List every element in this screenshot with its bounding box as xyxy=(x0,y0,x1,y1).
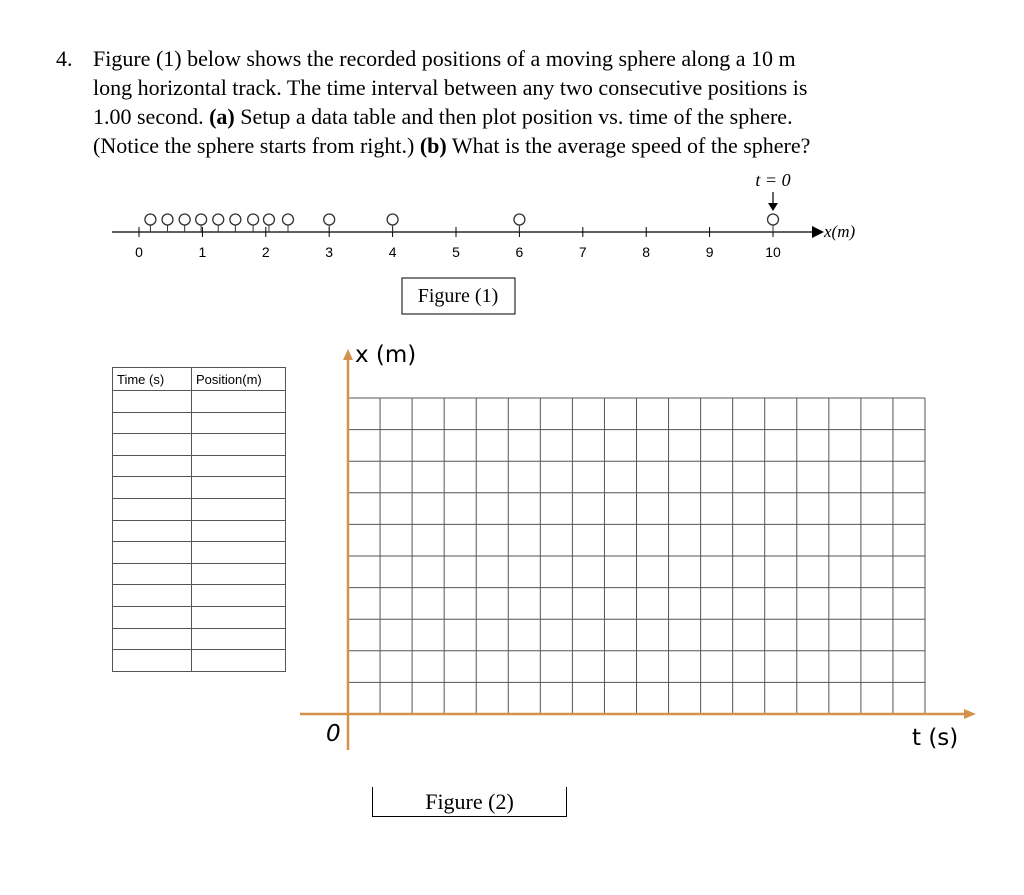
table-row xyxy=(113,477,286,499)
part-a-label: (a) xyxy=(209,104,235,129)
position-cell[interactable] xyxy=(192,650,286,672)
tick-label: 3 xyxy=(325,244,334,260)
time-cell[interactable] xyxy=(113,520,192,542)
table-row xyxy=(113,542,286,564)
position-cell[interactable] xyxy=(192,520,286,542)
position-header: Position(m) xyxy=(192,368,286,391)
position-cell[interactable] xyxy=(192,455,286,477)
sphere-marker xyxy=(387,214,398,232)
position-cell[interactable] xyxy=(192,391,286,413)
tick-label: 7 xyxy=(578,244,587,260)
time-cell[interactable] xyxy=(113,455,192,477)
tick-label: 2 xyxy=(261,244,270,260)
position-cell[interactable] xyxy=(192,585,286,607)
origin-label: 0 xyxy=(326,721,341,747)
position-cell[interactable] xyxy=(192,563,286,585)
tick-label: 6 xyxy=(515,244,524,260)
table-row xyxy=(113,455,286,477)
position-cell[interactable] xyxy=(192,606,286,628)
start-arrow-icon xyxy=(768,203,778,211)
time-cell[interactable] xyxy=(113,542,192,564)
graph-grid xyxy=(348,398,925,714)
figure2-caption: Figure (2) xyxy=(372,787,567,817)
position-cell[interactable] xyxy=(192,542,286,564)
time-cell[interactable] xyxy=(113,563,192,585)
tick-label: 9 xyxy=(705,244,714,260)
start-time-label: t = 0 xyxy=(755,170,791,190)
time-cell[interactable] xyxy=(113,477,192,499)
sphere-marker xyxy=(248,214,259,232)
track-spheres xyxy=(145,214,779,232)
data-table[interactable] xyxy=(112,367,286,672)
part-b-label: (b) xyxy=(419,133,447,158)
time-cell[interactable] xyxy=(113,606,192,628)
question-number: 4. xyxy=(56,46,73,71)
time-cell[interactable] xyxy=(113,498,192,520)
tick-label: 8 xyxy=(642,244,651,260)
time-cell[interactable] xyxy=(113,628,192,650)
sphere-marker xyxy=(514,214,525,232)
figure1-track xyxy=(112,170,855,260)
table-row xyxy=(113,628,286,650)
y-axis-label: x (m) xyxy=(355,342,417,368)
position-cell[interactable] xyxy=(192,412,286,434)
sphere-marker xyxy=(145,214,156,232)
time-cell[interactable] xyxy=(113,391,192,413)
x-axis-arrow-icon xyxy=(964,709,976,719)
table-header-row xyxy=(113,368,286,391)
time-cell[interactable] xyxy=(113,650,192,672)
position-cell[interactable] xyxy=(192,498,286,520)
x-axis-label: t (s) xyxy=(912,725,959,751)
position-cell[interactable] xyxy=(192,434,286,456)
time-cell[interactable] xyxy=(113,434,192,456)
time-header: Time (s) xyxy=(113,368,192,391)
y-axis-arrow-icon xyxy=(343,349,353,360)
tick-label: 5 xyxy=(452,244,460,260)
question-line-4: (Notice the sphere starts from right.) (b) What is the average speed of the sphere? xyxy=(93,133,811,158)
table-row xyxy=(113,650,286,672)
table-row xyxy=(113,391,286,413)
question-line-1: Figure (1) below shows the recorded positions of a moving sphere along a 10 m xyxy=(93,46,796,71)
position-cell[interactable] xyxy=(192,477,286,499)
time-cell[interactable] xyxy=(113,585,192,607)
tick-label: 0 xyxy=(135,244,143,260)
sphere-marker xyxy=(179,214,190,232)
table-row xyxy=(113,606,286,628)
question-line-3: 1.00 second. (a) Setup a data table and then plot position vs. time of the sphere. xyxy=(93,104,793,129)
position-cell[interactable] xyxy=(192,628,286,650)
table-row xyxy=(113,520,286,542)
table-row xyxy=(113,498,286,520)
sphere-marker xyxy=(768,214,779,232)
tick-label: 10 xyxy=(765,244,781,260)
table-row xyxy=(113,563,286,585)
sphere-marker xyxy=(324,214,335,232)
sphere-marker xyxy=(263,214,274,232)
figure1-caption: Figure (1) xyxy=(417,285,499,307)
table-row xyxy=(113,434,286,456)
tick-label: 4 xyxy=(388,244,397,260)
sphere-marker xyxy=(196,214,207,232)
sphere-marker xyxy=(282,214,293,232)
time-cell[interactable] xyxy=(113,412,192,434)
sphere-marker xyxy=(213,214,224,232)
sphere-marker xyxy=(230,214,241,232)
sphere-marker xyxy=(162,214,173,232)
table-row xyxy=(113,585,286,607)
track-axis-label: x(m) xyxy=(824,222,856,241)
table-row xyxy=(113,412,286,434)
track-arrowhead xyxy=(812,226,824,238)
tick-label: 1 xyxy=(198,244,207,260)
question-line-2: long horizontal track. The time interval between any two consecutive positions is xyxy=(93,75,808,100)
